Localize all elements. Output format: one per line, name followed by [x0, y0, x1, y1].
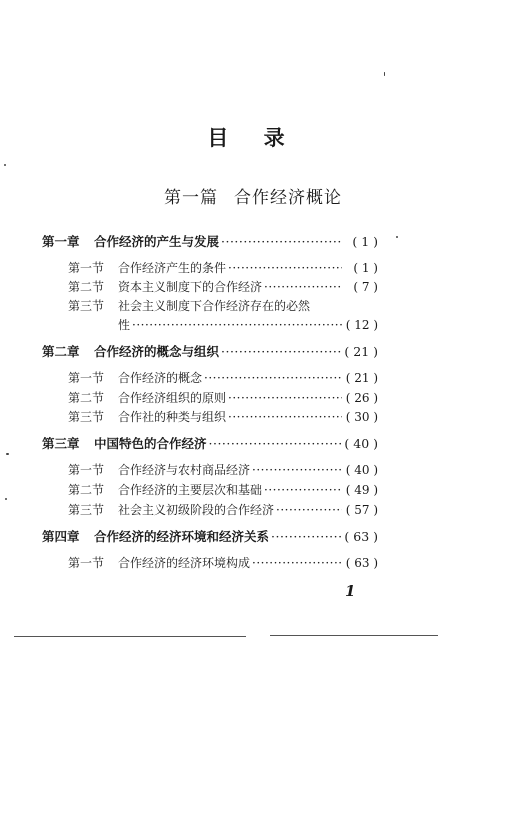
part-label: 第一篇: [164, 188, 218, 208]
chapter-number: 第四章: [42, 529, 80, 544]
dot-leader: [209, 437, 342, 451]
chapter-title: 合作经济的经济环境和经济关系: [94, 529, 270, 544]
chapter-title: 中国特色的合作经济: [94, 436, 207, 451]
section-title: 资本主义制度下的合作经济: [118, 280, 263, 294]
dot-leader: [264, 280, 342, 294]
section-title-continuation: 性: [118, 318, 131, 332]
scan-speck: [396, 236, 398, 238]
chapter-number: 第二章: [42, 344, 80, 359]
page-number: ( 63 ): [344, 529, 378, 544]
part-name: 合作经济概论: [234, 188, 342, 208]
toc-section-entry[interactable]: [68, 299, 378, 313]
section-number: 第二节: [68, 280, 105, 294]
chapter-title: 合作经济的产生与发展: [94, 234, 220, 249]
toc-section-entry[interactable]: [68, 261, 378, 275]
toc-section-entry[interactable]: [68, 391, 378, 405]
scan-speck: [384, 72, 385, 76]
toc-section-entry[interactable]: [68, 556, 378, 570]
page-number: ( 40 ): [344, 436, 378, 451]
section-number: 第一节: [68, 371, 105, 385]
section-title: 合作经济与农村商品经济: [118, 463, 251, 477]
dot-leader: [252, 556, 342, 570]
page-number: ( 26 ): [345, 391, 378, 405]
page-number: ( 40 ): [345, 463, 378, 477]
dot-leader: [221, 235, 342, 249]
toc-section-entry[interactable]: [68, 463, 378, 477]
dot-leader: [228, 410, 342, 424]
section-number: 第三节: [68, 410, 105, 424]
page-number: ( 30 ): [345, 410, 378, 424]
toc-chapter-entry[interactable]: [42, 530, 378, 544]
chapter-title: 合作经济的概念与组织: [94, 344, 220, 359]
section-title: 合作经济的经济环境构成: [118, 556, 251, 570]
scan-speck: [5, 498, 7, 500]
toc-section-continuation[interactable]: [118, 318, 378, 332]
toc-chapter-entry[interactable]: [42, 235, 378, 249]
page-folio-number: 1: [345, 582, 356, 600]
page-number: ( 63 ): [345, 556, 378, 570]
page-number: ( 7 ): [353, 280, 378, 294]
bottom-rule-left: [14, 636, 246, 637]
page-number: ( 21 ): [344, 344, 378, 359]
dot-leader: [228, 391, 342, 405]
section-title: 社会主义制度下合作经济存在的必然: [118, 299, 311, 313]
toc-section-entry[interactable]: [68, 503, 378, 517]
page-number: ( 1 ): [353, 261, 378, 275]
dot-leader: [204, 371, 342, 385]
bottom-rule-right: [270, 635, 438, 636]
toc-section-entry[interactable]: [68, 483, 378, 497]
scan-speck: [6, 453, 9, 455]
dot-leader: [228, 261, 342, 275]
scan-speck: [4, 164, 6, 166]
toc-section-entry[interactable]: [68, 371, 378, 385]
dot-leader: [271, 530, 342, 544]
section-number: 第一节: [68, 463, 105, 477]
chapter-number: 第三章: [42, 436, 80, 451]
section-number: 第一节: [68, 556, 105, 570]
page-number: ( 12 ): [345, 318, 378, 332]
section-title: 社会主义初级阶段的合作经济: [118, 503, 275, 517]
section-title: 合作经济的概念: [118, 371, 203, 385]
page-number: ( 1 ): [352, 234, 378, 249]
toc-chapter-entry[interactable]: [42, 345, 378, 359]
section-title: 合作经济产生的条件: [118, 261, 227, 275]
section-number: 第三节: [68, 299, 105, 313]
chapter-number: 第一章: [42, 234, 80, 249]
section-number: 第二节: [68, 483, 105, 497]
dot-leader: [276, 503, 342, 517]
section-title: 合作经济组织的原则: [118, 391, 227, 405]
page-number: ( 57 ): [345, 503, 378, 517]
section-title: 合作社的种类与组织: [118, 410, 227, 424]
toc-chapter-entry[interactable]: [42, 437, 378, 451]
page-number: ( 21 ): [345, 371, 378, 385]
page-number: ( 49 ): [345, 483, 378, 497]
dot-leader: [221, 345, 342, 359]
dot-leader: [264, 483, 342, 497]
toc-section-entry[interactable]: [68, 280, 378, 294]
section-title: 合作经济的主要层次和基础: [118, 483, 263, 497]
dot-leader: [132, 318, 342, 332]
dot-leader: [252, 463, 342, 477]
section-number: 第二节: [68, 391, 105, 405]
section-number: 第三节: [68, 503, 105, 517]
toc-section-entry[interactable]: [68, 410, 378, 424]
page-title: 目 录: [207, 125, 299, 150]
section-number: 第一节: [68, 261, 105, 275]
